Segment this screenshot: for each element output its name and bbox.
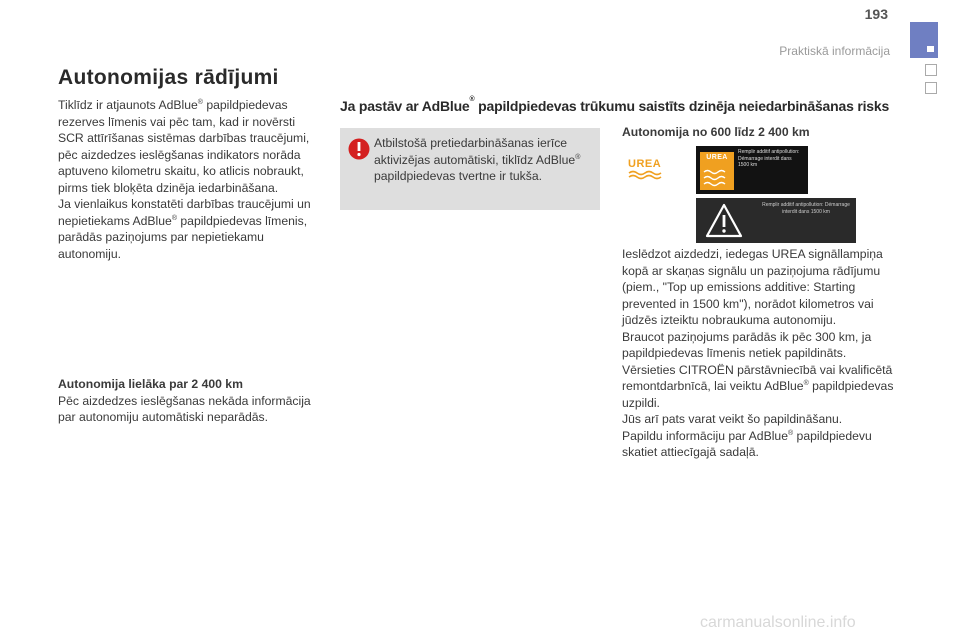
page-title: Autonomijas rādījumi [58, 66, 279, 89]
intro-text [58, 97, 320, 262]
paragraph-3: Vērsieties CITROËN pārstāvniecībā vai kvalificētā remontdarbnīcā, lai veiktu AdBlue® papildpiedevas uzpildi. [622, 362, 894, 410]
warning-triangle-icon [704, 202, 744, 239]
urea-indicator-label: UREA [706, 154, 728, 161]
autonomy-600-2400-heading: Autonomija no 600 līdz 2 400 km [622, 125, 810, 139]
paragraph-5: Papildu informāciju par AdBlue® papildpiedevu skatiet attiecīgajā sadaļā. [622, 428, 872, 459]
urea-indicator [700, 152, 734, 190]
warning-icon [348, 138, 370, 160]
autonomy-over-2400-section [58, 376, 320, 426]
chapter-box-1 [925, 64, 937, 76]
autonomy-over-2400-heading: Autonomija lielāka par 2 400 km [58, 377, 243, 391]
chapter-tab-marker [927, 46, 934, 52]
urea-warning-lamp-label: UREA [628, 158, 662, 170]
warning-box [340, 128, 600, 210]
urea-waves-icon [628, 170, 664, 180]
intro-paragraph: Tiklīdz ir atjaunots AdBlue® papildpiedevas rezerves līmenis vai pēc tam, kad ir novērsti SCR attīrīšanas sistēmas darbības traucējumi, pēc aizdedzes ieslēgšanas indikators norāda aptuveno kilometru skaitu, ko atlicis nobraukt, pirms tiek bloķēta dzinēja iedarbināšana. [58, 98, 310, 195]
warning-text: Atbilstošā pretiedarbināšanas ierīce aktivizējas automātiski, tiklīdz AdBlue® papildpiedevas tvertne ir tukša. [374, 136, 581, 183]
section-label: Praktiskā informācija [779, 44, 890, 58]
paragraph-4: Jūs arī pats varat veikt šo papildināšanu. [622, 412, 843, 426]
intro-paragraph-2: Ja vienlaikus konstatēti darbības traucējumi un nepietiekams AdBlue® papildpiedevas līmenis, parādās paziņojums par nepietiekamu autonomiju. [58, 197, 311, 261]
instrument-display-2 [696, 198, 856, 243]
autonomy-600-2400-text [622, 246, 898, 461]
chapter-tab [910, 22, 938, 58]
chapter-box-2 [925, 82, 937, 94]
instrument-display-1 [696, 146, 808, 194]
display-1-message: Remplir additif antipollution: Démarrage interdit dans 1500 km [738, 149, 800, 168]
risk-heading: Ja pastāv ar AdBlue® papildpiedevas trūkumu saistīts dzinēja neiedarbināšanas risks [340, 96, 890, 114]
paragraph-1: Ieslēdzot aizdedzi, iedegas UREA signāllampiņa kopā ar skaņas signālu un paziņojuma rādījumu (piem., "Top up emissions additive: Starting prevented in 1500 km"), norādot kilometros vai jūdzēs izteiktu nobraukuma autonomiju. [622, 247, 883, 327]
display-2-message: Remplir additif antipollution: Démarrage interdit dans 1500 km [762, 202, 850, 215]
watermark: carmanualsonline.info [700, 614, 856, 631]
autonomy-over-2400-text: Pēc aizdedzes ieslēgšanas nekāda informācija par autonomiju automātiski neparādās. [58, 393, 311, 424]
paragraph-2: Braucot paziņojums parādās ik pēc 300 km, ja papildpiedevas līmenis netiek papildināts. [622, 329, 872, 360]
page-number: 193 [864, 6, 888, 22]
urea-indicator-waves-icon [700, 152, 734, 190]
